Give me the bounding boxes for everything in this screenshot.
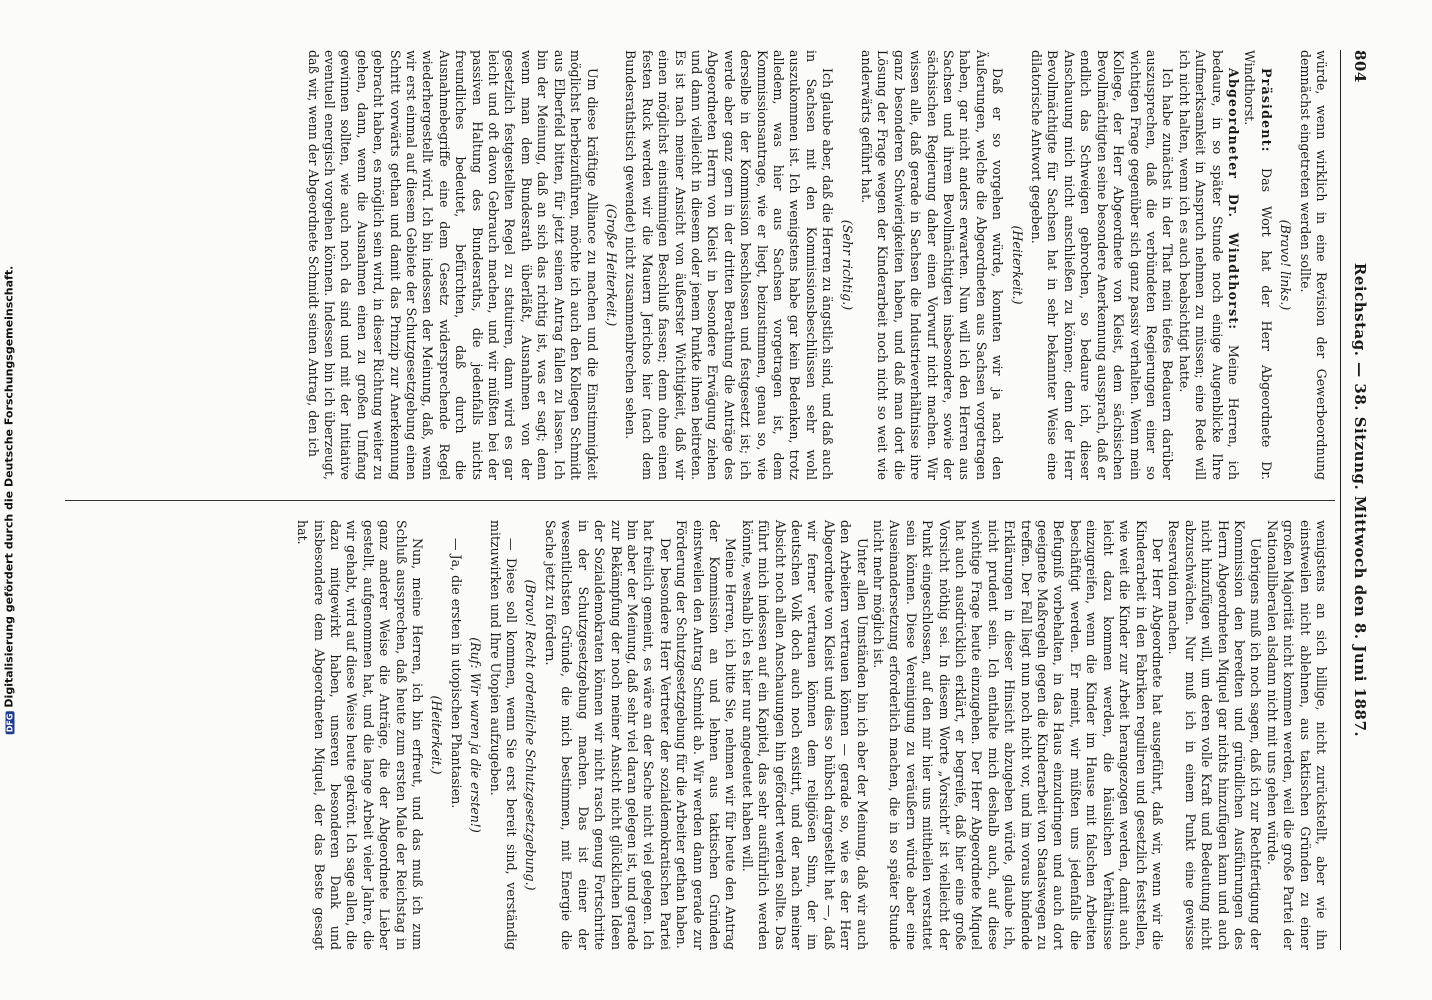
speaker-name: Präsident: — [1258, 68, 1274, 169]
speaker-name: Abgeordneter Dr. Windthorst: — [1225, 68, 1241, 345]
interjection: (Ruf: Wir waren ja die ersten!) — [468, 637, 484, 833]
paragraph-text: wenigstens an sich billige, nicht zurückstellt, aber wie ihn einstweilen nicht ablehnen, aus taktischen Gründen zu einer großen Majorität nicht kommen werden, weil die große Partei der Nationalliberalen alsdann nicht mit uns gehen würde. — [1264, 520, 1329, 950]
page-number: 804 — [1351, 50, 1369, 83]
footer-credit — [3, 266, 16, 735]
paragraph-text: — Ja, die ersten in utopischen Phantasien. — [448, 538, 464, 809]
interjection: (Bravo! links.) — [1278, 219, 1294, 311]
footer-strip — [0, 0, 18, 1000]
paragraph-text: Ich habe zunächst in der That mein tiefes Bedauern darüber auszusprechen, daß die verbündeten Regierungen einer so wichtigen Frage gegenüber sich ganz passiv verhalten. Wenn mein Kollege, der Herr Abgeordnete von Kleist, dem sächsischen Bevollmächtigten seine besondere Anerkennung aussprach, daß er endlich das Schweigen gebrochen, so bedaure ich, dieser Anschauung mich nicht anschließen zu können; denn der Herr Bevollmächtigte für Sachsen hat in sehr bekannter Weise eine dilatorische Antwort gegeben. — [1029, 50, 1176, 480]
paragraph — [486, 520, 519, 950]
page-header — [1343, 50, 1369, 950]
paragraph — [858, 50, 1006, 480]
header-rule — [1340, 50, 1341, 950]
interjection: (Heiterkeit.) — [429, 695, 445, 775]
paragraph — [1263, 520, 1329, 950]
right-column — [294, 520, 1329, 950]
paragraph-text: Das Wort hat der Herr Abgeordnete Dr. Windthorst. — [1242, 50, 1274, 480]
paragraph — [1241, 50, 1274, 480]
page-title: Reichstag. — 38. Sitzung. Mittwoch den 8. Juni 1887. — [1351, 262, 1369, 738]
interjection: (Bravo! Recht ordentliche Schutzgesetzgebung.) — [523, 579, 539, 891]
paragraph-text: würde, wenn wirklich in eine Revision der Gewerbeordnung demnächst eingetreten werden sollte. — [1297, 50, 1329, 480]
left-column — [304, 50, 1329, 480]
paragraph-text: Meine Herren, ich bitte Sie, nehmen wir für heute den Antrag der Kommission an und lehnen aus taktischen Gründen einstweilen den Antrag Schmidt ab. Wir werden dann gerade zur Förderung der Schutzgesetzgebung für die Arbeiter gethan haben. — [674, 520, 739, 950]
dfg-logo: DFG — [5, 713, 14, 733]
paragraph — [1175, 50, 1241, 480]
paragraph-text: — Diese soll kommen, wenn Sie erst bereit sind, verständig mitzuwirken und Ihre Utopien aufzugeben. — [487, 520, 520, 950]
paragraph-text: Ich glaube aber, daß die Herren zu ängstlich sind, und daß auch in Sachsen mit den Kommissionsbeschlüssen sehr wohl auszukommen ist. Ich wenigstens habe gar kein Bedenken, trotz alledem, was hier aus Sachsen vorgetragen ist, dem Kommissionsantrage, wie er liegt, beizustimmen, genau so, wie derselbe in der Kommission beschlossen und festgesetzt ist; ich werde aber ganz gern in der dritten Berathung die Anträge des Abgeordneten Herrn von Kleist in besondere Erwägung ziehen und dann vielleicht in diesem oder jenem Punkte ihnen beitreten. Es ist nach meiner Ansicht von äußerster Wichtigkeit, daß wir einen möglichst einstimmigen Beschluß fassen; denn ohne einen festen Ruck werden wir die Mauern Jerichos hier (nach dem Bundesrathstisch gewendet) nicht zusammenbrechen sehen. — [623, 50, 836, 480]
paragraph-text: Daß er so vorgehen würde, konnten wir ja nach den Äußerungen, welche die Abgeordneten aus Sachsen vorgetragen haben, gar nicht anders erwarten. Nun will ich den Herren aus Sachsen und ihrem Bevollmächtigten insbesondere, sowie der sächsischen Regierung daher einen Vorwurf nicht machen. Wir wissen alle, daß gerade in Sachsen die Industrieverhältnisse ihre ganz besonderen Schwierigkeiten haben, und daß man dort die Lösung der Frage wegen der Kinderarbeit noch nicht so weit wie anderwärts geführt hat. — [859, 50, 1006, 480]
interjection: (Heiterkeit.) — [1009, 225, 1025, 305]
paragraph — [622, 50, 835, 480]
paragraph-text: Um diese kräftige Alliance zu machen und die Einstimmigkeit möglichst herbeizuführen, möchte ich auch den Kollegen Schmidt aus Elberfeld bitten, für jetzt seinen Antrag fallen zu lassen. Ich bin der Meinung, daß an sich das richtig ist, was er sagt; denn wenn man dem Bundesrath überläßt, Ausnahmen von der gesetzlich festgestellten Regel zu statuiren, dann wird es gar leicht und oft davon Gebrauch machen, und wir müßten bei der passiven Haltung des Bundesraths, die jedenfalls nichts freundliches bedeutet, befürchten, daß durch die Ausnahmebegriffe eine dem Gesetz widersprechende Regel wiederhergestellt wird. Ich bin indessen der Meinung, daß, wenn wir erst einmal auf diesem Gebiete der Schutzgesetzgebung einen Schritt vorwärts gethan und damit das Prinzip zur Anerkennung gebracht haben, es möglich sein wird, in dieser Richtung weiter zu gehen, dann, wenn die Ausnahmen einen zu großen Umfang gewinnen sollten, wie auch noch da sind und mit der Initiative eventuell energisch vorgehen können. Indessen bin ich überzeugt, daß wir, wenn der Abgeordnete Schmidt seinen Antrag, den ich — [305, 50, 600, 480]
paragraph-text: Der Herr Abgeordnete hat ausgeführt, daß wir, wenn wir die Kinderarbeit in den Fabriken reguliren und gesetzlich feststellen, wie weit die Kinder zur Arbeit herangezogen werden, damit auch leicht dazu kommen werden, die häuslichen Verhältnisse einzugreifen, wenn die Kinder im Hause mit falschen Arbeiten beschäftigt werden. Er meint, wir müßten uns jedenfalls die Befugniß vorbehalten, in das Haus einzudringen und auch dort geeignete Maßregeln gegen die Kinderarbeit von Staatswegen zu treffen. Der Fall liegt nun noch nicht vor, und im voraus bindende Erklärungen in dieser Hinsicht abzugeben würde, glaube ich, nicht prudent sein. Ich enthalte mich deshalb auch, auf diese wichtige Frage heute einzugehen. Der Herr Abgeordnete Miquel hat auch ausdrücklich erklärt, er begreife, daß hier eine große Vorsicht nöthig sei. In diesem Worte „Vorsicht“ ist vielleicht der Punkt eingeschlossen, auf den mir hier uns mittheilen verstattet sein können. Diese Vereinigung zu veräußern würde aber eine Auseinandersetzung erforderlich machen, die in so später Stunde nicht mehr möglich ist. — [871, 520, 1165, 950]
paragraph — [542, 520, 673, 950]
interjection: (Sehr richtig.) — [839, 219, 855, 311]
footer-credit-text: Digitalisierung gefördert durch die Deutsche Forschungsgemeinschaft. — [2, 265, 16, 708]
paragraph — [738, 520, 869, 950]
paragraph — [1165, 520, 1263, 950]
paragraph-text: Uebrigens muß ich noch sagen, daß ich zur Rechtfertigung der Kommission den beredten und gründlichen Ausführungen des Herrn Abgeordneten Miquel gar nichts hinzufügen kann und auch nicht hinzufügen will, um deren volle Kraft und Bedeutung nicht abzuschwächen. Nur muß ich in einem Punkt eine gewisse Reservation machen. — [1166, 520, 1264, 950]
paragraph — [870, 520, 1165, 950]
paragraph — [1028, 50, 1176, 480]
column-divider — [65, 500, 1335, 501]
paragraph — [294, 520, 425, 950]
document-sheet — [41, 20, 1391, 980]
paragraph-text: Nun, meine Herren, ich bin erfreut, und das muß ich zum Schluß aussprechen, daß heute zum ersten Male der Reichstag in ganz anderer Weise die Anträge, die der Abgeordnete Lieber gestellt, aufgenommen hat, und die lange Arbeit vieler Jahre, die wir gehabt, wird auf diese Weise heute gekrönt. Ich sage allen, die dazu mitgewirkt haben, unseren besonderen Dank und insbesondere dem Abgeordneten Miquel, der das Beste gesagt hat. — [295, 520, 426, 950]
interjection: (Große Heiterkeit.) — [603, 203, 619, 327]
paragraph-text: Der besondere Herr Vertreter der sozialdemokratischen Partei hat freilich gemeint, es wäre an der Sache nicht viel gelegen. Ich bin aber der Meinung, daß sehr viel daran gelegen ist, und gerade zur Bekämpfung der noch meiner Ansicht nicht glücklichen Ideen der Sozialdemokraten können wir nicht rasch genug Fortschritte in der Schutzgesetzgebung machen. Das ist einer der wesentlichsten Gründe, die mich bestimmen, mit Energie die Sache jetzt zu fördern. — [542, 520, 673, 950]
paragraph — [447, 520, 463, 950]
paragraph — [1296, 50, 1329, 480]
paragraph — [304, 50, 599, 480]
paragraph-text: Meine Herren, ich bedaure, in so später Stunde noch einige Augenblicke Ihre Aufmerksamkeit in Anspruch nehmen zu müssen; eine Rede will ich nicht halten, wenn ich es auch beabsichtigt hatte. — [1176, 50, 1241, 480]
paragraph-text: Unter allen Umständen bin ich aber der Meinung, daß wir auch den Arbeitern vertrauen können — gerade so, wie es der Herr Abgeordnete von Kleist und dies so hübsch dargestellt hat —, daß wir ferner vertrauen können dem religiösen Sinn, der im deutschen Volk doch auch noch existirt, und der nach meiner Absicht noch allen Anschauungen hin gefördert werden sollte. Das führt mich indessen auf ein Kapitel, das sehr ausführlich werden könnte, weshalb ich es hier nur angedeutet haben will. — [739, 520, 870, 950]
paragraph — [673, 520, 739, 950]
